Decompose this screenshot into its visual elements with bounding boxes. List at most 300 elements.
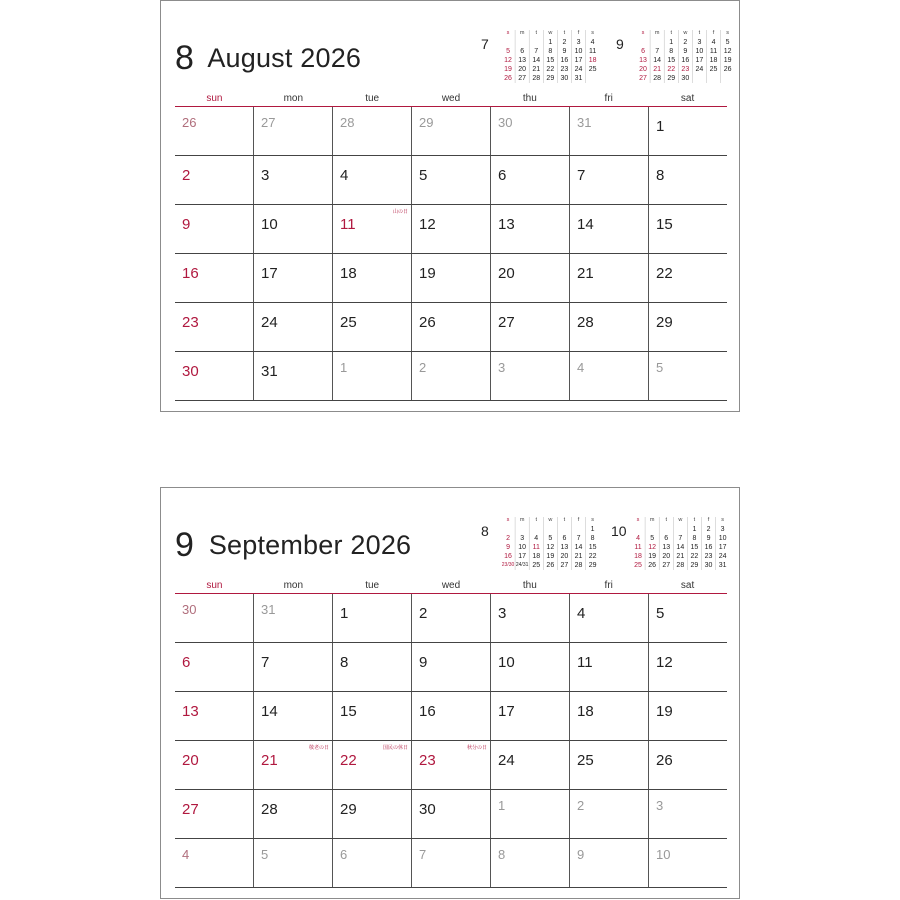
mini-day: 13 [518,57,527,64]
day-cell [253,790,332,838]
day-cell [175,156,253,204]
mini-day: 20 [662,553,671,560]
mini-day: 22 [546,66,555,73]
day-number: 17 [261,265,278,282]
day-number: 21 [577,265,594,282]
month-grid [175,579,727,888]
mini-day: 2 [506,535,510,542]
day-number: 18 [340,265,357,282]
week-row [175,839,727,888]
day-number: 27 [182,801,199,818]
day-number: 28 [340,115,355,130]
mini-day: 18 [532,553,541,560]
day-cell [648,303,727,351]
mini-day: 4 [636,535,640,542]
mini-grid-lines [501,516,600,570]
mini-day: 12 [723,48,732,55]
day-cell [411,107,490,155]
mini-weekday-label: s [726,30,729,36]
mini-day: 21 [532,66,541,73]
weekday-label-tue: tue [365,93,380,104]
month-name-year: September 2026 [208,530,412,560]
mini-day: 8 [590,535,595,542]
day-number: 13 [182,703,199,720]
mini-day: 18 [709,57,718,64]
day-number: 12 [419,216,436,233]
day-number: 15 [340,703,357,720]
mini-day: 4 [590,39,595,46]
day-cell [569,156,648,204]
day-cell [569,352,648,400]
mini-day: 1 [548,39,553,46]
day-number: 29 [419,115,434,130]
day-cell [332,643,411,691]
day-number: 29 [656,314,673,331]
holiday-label: 秋分の日 [466,745,487,751]
mini-day: 24/31 [515,562,529,568]
day-cell [648,790,727,838]
day-number: 21 [261,752,278,769]
mini-day: 25 [588,66,597,73]
mini-day: 10 [518,544,527,551]
month-name-year: August 2026 [207,43,362,73]
mini-day: 8 [692,535,697,542]
day-cell [490,594,569,642]
mini-day: 28 [532,75,541,82]
mini-day: 20 [518,66,527,73]
mini-day: 15 [588,544,597,551]
day-cell [569,107,648,155]
day-number: 16 [182,265,199,282]
mini-day: 13 [560,544,569,551]
mini-day: 1 [692,526,697,533]
mini-day: 19 [723,57,732,64]
month-title [175,39,361,78]
day-cell [253,254,332,302]
day-cell [411,839,490,887]
mini-weekday-label: m [649,517,655,523]
day-cell [175,205,253,253]
day-number: 4 [577,605,586,622]
day-cell [411,303,490,351]
day-number: 13 [498,216,515,233]
day-number: 30 [182,602,197,617]
mini-day: 29 [690,562,699,569]
day-cell [175,741,253,789]
mini-weekday-label: w [548,30,553,36]
day-cell [175,107,253,155]
mini-day: 5 [548,535,553,542]
day-number: 8 [656,167,665,184]
day-cell [490,254,569,302]
day-number: 2 [577,798,585,813]
mini-day: 12 [546,544,555,551]
day-cell [175,254,253,302]
week-row [175,741,727,790]
mini-day: 11 [532,544,540,551]
mini-day: 24 [574,66,583,73]
mini-weekday-label: t [535,517,537,523]
day-cell [490,790,569,838]
mini-day: 27 [518,75,527,82]
day-cell [332,790,411,838]
day-cell [569,839,648,887]
day-number: 27 [261,115,276,130]
mini-day: 6 [664,535,669,542]
day-number: 25 [340,314,357,331]
day-cell [253,107,332,155]
mini-day: 23 [704,553,713,560]
day-cell [648,254,727,302]
day-number: 10 [498,654,515,671]
mini-day: 9 [506,544,510,551]
mini-weekday-label: f [707,517,710,523]
day-number: 18 [577,703,594,720]
day-cell [490,692,569,740]
mini-day: 23/30 [501,562,515,568]
day-cell [332,352,411,400]
day-number: 31 [261,602,276,617]
day-cell [175,643,253,691]
day-cell [490,741,569,789]
weekday-header-row [175,579,727,594]
day-cell [569,741,648,789]
mini-day: 14 [676,544,685,551]
day-number: 10 [656,847,671,862]
mini-day: 6 [562,535,567,542]
day-cell [332,107,411,155]
day-cell [411,594,490,642]
day-cell [648,839,727,887]
mini-day: 15 [690,544,699,551]
day-cell [253,352,332,400]
mini-day: 9 [683,48,688,55]
day-cell [490,303,569,351]
day-cell [648,741,727,789]
day-cell [569,205,648,253]
mini-weekday-label: w [678,517,683,523]
mini-grid-lines [636,29,735,83]
day-cell [332,692,411,740]
day-number: 26 [656,752,673,769]
day-number: 1 [340,605,349,622]
mini-day: 17 [695,57,704,64]
mini-day: 25 [634,562,642,569]
mini-day: 14 [574,544,583,551]
mini-weekday-label: t [535,30,537,36]
september-calendar-card [160,487,740,899]
mini-day: 19 [504,66,512,73]
month-number: 9 [175,526,195,564]
day-number: 19 [419,265,436,282]
mini-day: 19 [546,553,555,560]
mini-day: 29 [667,75,676,82]
day-number: 10 [261,216,278,233]
mini-day: 27 [662,562,671,569]
mini-weekday-label: s [591,517,594,523]
day-cell [648,692,727,740]
day-cell [648,205,727,253]
mini-day: 16 [560,57,569,64]
day-number: 4 [577,360,585,375]
mini-day: 21 [574,553,583,560]
august-calendar-card [160,0,740,412]
day-number: 15 [656,216,673,233]
day-number: 30 [182,363,199,380]
day-cell [253,205,332,253]
mini-grid-lines [631,516,730,570]
mini-weekday-label: m [519,30,525,36]
weekday-label-sat: sat [680,580,695,591]
day-cell [569,254,648,302]
day-number: 2 [182,167,191,184]
day-cell [648,594,727,642]
day-number: 1 [340,360,348,375]
day-number: 5 [656,605,665,622]
holiday-label: 山の日 [392,209,408,215]
mini-weekday-label: s [641,30,645,36]
week-row [175,790,727,839]
mini-weekday-label: t [698,30,701,36]
mini-day: 16 [704,544,713,551]
mini-day: 4 [534,535,539,542]
mini-day: 11 [588,48,597,55]
mini-month-number: 7 [481,36,489,52]
day-cell [332,741,411,789]
mini-day: 16 [681,57,690,64]
mini-day: 5 [506,48,510,55]
weekday-label-fri: fri [604,580,613,591]
mini-day: 6 [520,48,525,55]
day-cell [332,205,411,253]
day-cell [490,107,569,155]
day-number: 1 [656,118,665,135]
mini-day: 3 [697,39,702,46]
mini-weekday-label: s [721,517,724,523]
mini-weekday-label: t [665,517,667,523]
mini-day: 3 [720,526,725,533]
week-row [175,303,727,352]
mini-weekday-label: s [591,30,594,36]
mini-day: 27 [639,75,647,82]
day-cell [175,839,253,887]
mini-day: 12 [648,544,657,551]
week-row [175,692,727,741]
day-number: 14 [577,216,594,233]
mini-day: 3 [576,39,581,46]
day-number: 4 [340,167,349,184]
weekday-label-sat: sat [680,93,695,104]
mini-day: 4 [711,39,716,46]
holiday-label: 敬老の日 [308,745,329,751]
mini-day: 21 [653,66,662,73]
weekday-header-row [175,92,727,107]
day-number: 30 [419,801,436,818]
mini-day: 30 [560,75,569,82]
day-cell [411,254,490,302]
mini-weekday-label: s [506,517,510,523]
mini-weekday-label: t [563,30,566,36]
mini-day: 5 [650,535,655,542]
mini-day: 30 [681,75,690,82]
day-number: 25 [577,752,594,769]
day-number: 3 [498,360,506,375]
mini-day: 23 [560,66,569,73]
day-number: 5 [419,167,428,184]
day-number: 9 [419,654,428,671]
mini-day: 7 [576,535,581,542]
mini-day: 11 [634,544,642,551]
day-number: 2 [419,360,427,375]
weekday-label-wed: wed [441,93,461,104]
day-number: 29 [340,801,357,818]
mini-day: 24 [718,553,727,560]
day-number: 28 [577,314,594,331]
mini-weekday-label: m [519,517,525,523]
weekday-label-thu: thu [522,93,537,104]
mini-day: 24 [695,66,704,73]
day-number: 14 [261,703,278,720]
mini-day: 22 [690,553,699,560]
day-cell [490,352,569,400]
day-number: 27 [498,314,515,331]
mini-day: 3 [520,535,525,542]
day-number: 6 [182,654,191,671]
mini-day: 17 [518,553,527,560]
mini-day: 18 [588,57,597,64]
day-number: 26 [419,314,436,331]
mini-day: 1 [590,526,595,533]
day-number: 24 [498,752,515,769]
mini-day: 22 [588,553,597,560]
mini-weekday-label: t [670,30,672,36]
mini-day: 14 [653,57,662,64]
mini-day: 8 [548,48,553,55]
day-cell [411,205,490,253]
day-number: 6 [340,847,348,862]
day-number: 7 [261,654,270,671]
mini-day: 6 [641,48,645,55]
day-cell [411,790,490,838]
mini-day: 2 [683,39,688,46]
day-cell [253,594,332,642]
day-number: 31 [261,363,278,380]
holiday-label: 国民の休日 [382,745,408,751]
day-cell [411,643,490,691]
mini-day: 17 [718,544,727,551]
day-number: 23 [419,752,436,769]
weekday-label-thu: thu [522,580,537,591]
day-cell [332,594,411,642]
day-number: 17 [498,703,515,720]
mini-day: 25 [532,562,541,569]
day-cell [490,643,569,691]
mini-day: 27 [560,562,569,569]
day-number: 8 [498,847,506,862]
mini-day: 17 [574,57,583,64]
mini-day: 22 [667,66,676,73]
mini-day: 1 [669,39,674,46]
day-number: 28 [261,801,278,818]
day-number: 9 [577,847,585,862]
day-cell [648,107,727,155]
day-number: 7 [577,167,586,184]
mini-day: 5 [725,39,730,46]
mini-weekday-label: t [563,517,566,523]
day-number: 2 [419,605,428,622]
mini-day: 10 [718,535,727,542]
day-cell [332,254,411,302]
mini-day: 20 [560,553,569,560]
week-row [175,205,727,254]
day-number: 4 [182,847,190,862]
month-number: 8 [175,39,195,77]
mini-grid-lines [501,29,600,83]
day-cell [411,352,490,400]
mini-day: 20 [639,66,647,73]
day-number: 9 [182,216,191,233]
day-number: 11 [577,654,593,671]
day-number: 22 [656,265,673,282]
day-number: 6 [498,167,507,184]
day-number: 12 [656,654,673,671]
mini-day: 8 [669,48,674,55]
day-cell [175,692,253,740]
day-cell [569,303,648,351]
day-cell [648,156,727,204]
mini-month-number: 8 [481,523,489,539]
mini-day: 26 [723,66,732,73]
mini-day: 13 [662,544,671,551]
mini-weekday-label: s [506,30,510,36]
mini-day: 29 [546,75,555,82]
day-cell [253,692,332,740]
week-row [175,254,727,303]
day-number: 7 [419,847,427,862]
day-cell [411,156,490,204]
day-number: 8 [340,654,349,671]
mini-day: 28 [676,562,685,569]
mini-day: 7 [655,48,660,55]
day-number: 5 [656,360,664,375]
day-cell [490,205,569,253]
day-number: 26 [182,115,197,130]
day-cell [569,790,648,838]
day-number: 19 [656,703,673,720]
day-number: 20 [498,265,515,282]
month-title [175,526,411,565]
weekday-label-mon: mon [283,93,304,104]
day-cell [332,839,411,887]
mini-day: 25 [709,66,718,73]
mini-weekday-label: f [577,30,580,36]
day-cell [569,594,648,642]
mini-day: 19 [648,553,657,560]
mini-day: 30 [704,562,713,569]
mini-day: 2 [706,526,711,533]
day-cell [569,692,648,740]
day-cell [411,692,490,740]
mini-weekday-label: w [548,517,553,523]
mini-day: 14 [532,57,541,64]
day-cell [175,352,253,400]
day-number: 23 [182,314,199,331]
day-cell [332,156,411,204]
day-cell [490,156,569,204]
mini-day: 28 [653,75,662,82]
mini-day: 29 [588,562,597,569]
day-cell [411,741,490,789]
